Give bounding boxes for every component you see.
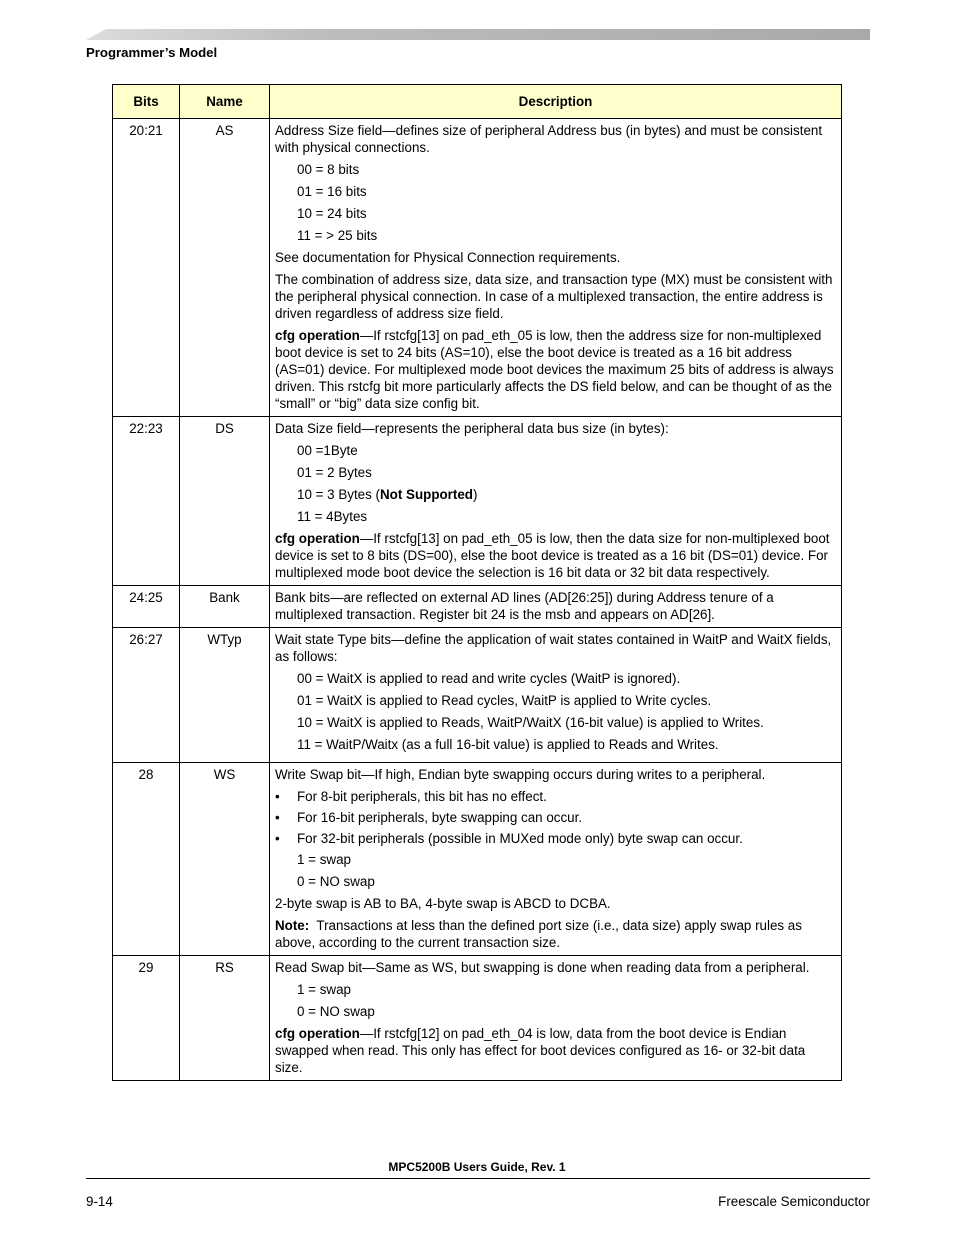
bullet-item bbox=[275, 830, 836, 847]
value-item: 0 = NO swap bbox=[297, 1004, 375, 1019]
bullet-item bbox=[275, 809, 836, 826]
bullet-text: For 32-bit peripherals (possible in MUXed mode only) byte swap can occur. bbox=[297, 831, 743, 846]
cfg-operation-text: —If rstcfg[13] on pad_eth_05 is low, then the address size for non-multiplexed boot device is set to 24 bits (AS=10), else the boot device is treated as a 16 bit address (AS=01) device. For multiplexed mode boot devices the maximum 25 bits of address is always driven. This rstcfg bit more particularly affects the DS field below, and can be thought of as the “small” or “big” data size config bit. bbox=[275, 328, 834, 411]
cfg-operation-text: —If rstcfg[13] on pad_eth_05 is low, then the data size for non-multiplexed boot device is set to 8 bits (DS=00), else the boot device is treated as a 16 bit (DS=01) device. For multiplexed mode boot device the selection is 16 bit data or 32 bit data respectively. bbox=[275, 531, 830, 580]
bullet-item bbox=[275, 788, 836, 805]
cfg-operation-label: cfg operation bbox=[275, 328, 360, 343]
bullet-text: For 16-bit peripherals, byte swapping can occur. bbox=[297, 810, 583, 825]
column-header-bits: Bits bbox=[113, 85, 180, 119]
page-number: 9-14 bbox=[86, 1194, 113, 1209]
name-cell: Bank bbox=[180, 586, 270, 628]
field-intro: Address Size field—defines size of peripheral Address bus (in bytes) and must be consistent with physical connections. bbox=[275, 123, 823, 155]
value-item: 0 = NO swap bbox=[297, 874, 375, 889]
value-text: ) bbox=[472, 487, 478, 502]
value-item: 1 = swap bbox=[297, 852, 351, 867]
description-cell bbox=[270, 763, 842, 956]
cfg-operation-paragraph bbox=[275, 327, 836, 412]
field-intro: Bank bits—are reflected on external AD lines (AD[26:25]) during Address tenure of a multiplexed transaction. Register bit 24 is the msb and appears on AD[26]. bbox=[275, 590, 774, 622]
value-item: 10 = WaitX is applied to Reads, WaitP/WaitX (16-bit value) is applied to Writes. bbox=[297, 715, 764, 730]
value-item: 10 = 24 bits bbox=[297, 206, 367, 221]
bits-cell: 26:27 bbox=[113, 628, 180, 763]
swap-note: 2-byte swap is AB to BA, 4-byte swap is ABCD to DCBA. bbox=[275, 896, 611, 911]
name-cell: RS bbox=[180, 956, 270, 1081]
value-item: 00 =1Byte bbox=[297, 443, 358, 458]
field-intro: Data Size field—represents the peripheral data bus size (in bytes): bbox=[275, 421, 669, 436]
name-cell: DS bbox=[180, 417, 270, 586]
value-item: 1 = swap bbox=[297, 982, 351, 997]
cfg-operation-label: cfg operation bbox=[275, 1026, 360, 1041]
company-name: Freescale Semiconductor bbox=[718, 1194, 870, 1209]
note-label: Note: bbox=[275, 918, 310, 933]
header-bar bbox=[86, 29, 870, 40]
name-cell: AS bbox=[180, 119, 270, 417]
value-item: 01 = 16 bits bbox=[297, 184, 367, 199]
value-item bbox=[297, 486, 836, 503]
cfg-operation-label: cfg operation bbox=[275, 531, 360, 546]
register-field-table bbox=[112, 84, 842, 1081]
table-row bbox=[113, 586, 842, 628]
description-cell bbox=[270, 586, 842, 628]
table-row bbox=[113, 763, 842, 956]
not-supported-label: Not Supported bbox=[380, 487, 473, 502]
document-title: MPC5200B Users Guide, Rev. 1 bbox=[388, 1160, 566, 1174]
column-header-description: Description bbox=[270, 85, 842, 119]
value-item: 11 = 4Bytes bbox=[297, 509, 368, 524]
column-header-name: Name bbox=[180, 85, 270, 119]
description-cell bbox=[270, 417, 842, 586]
value-text: 10 = 3 Bytes ( bbox=[297, 487, 380, 502]
bullet-icon: • bbox=[275, 831, 280, 846]
value-item: 11 = > 25 bits bbox=[297, 228, 378, 243]
table-row bbox=[113, 119, 842, 417]
bits-cell: 24:25 bbox=[113, 586, 180, 628]
bits-cell: 20:21 bbox=[113, 119, 180, 417]
value-item: 00 = 8 bits bbox=[297, 162, 360, 177]
bits-cell: 28 bbox=[113, 763, 180, 956]
table-row bbox=[113, 417, 842, 586]
table-row bbox=[113, 628, 842, 763]
value-item: 01 = 2 Bytes bbox=[297, 465, 372, 480]
description-cell bbox=[270, 956, 842, 1081]
field-note: The combination of address size, data size, and transaction type (MX) must be consistent with the peripheral physical connection. In case of a multiplexed transaction, the entire address is driven regardless of address size field. bbox=[275, 272, 833, 321]
field-note: See documentation for Physical Connection requirements. bbox=[275, 250, 621, 265]
description-cell bbox=[270, 628, 842, 763]
bits-cell: 29 bbox=[113, 956, 180, 1081]
bullet-icon: • bbox=[275, 810, 280, 825]
section-title: Programmer’s Model bbox=[86, 45, 218, 60]
value-item: 11 = WaitP/Waitx (as a full 16-bit value) is applied to Reads and Writes. bbox=[297, 737, 719, 752]
value-item: 01 = WaitX is applied to Read cycles, WaitP is applied to Write cycles. bbox=[297, 693, 712, 708]
cfg-operation-paragraph bbox=[275, 530, 836, 581]
bullet-text: For 8-bit peripherals, this bit has no effect. bbox=[297, 789, 547, 804]
bullet-icon: • bbox=[275, 789, 280, 804]
cfg-operation-paragraph bbox=[275, 1025, 836, 1076]
field-intro: Read Swap bit—Same as WS, but swapping is done when reading data from a peripheral. bbox=[275, 960, 810, 975]
value-item: 00 = WaitX is applied to read and write cycles (WaitP is ignored). bbox=[297, 671, 681, 686]
note-paragraph bbox=[275, 917, 836, 951]
field-intro: Write Swap bit—If high, Endian byte swapping occurs during writes to a peripheral. bbox=[275, 767, 766, 782]
name-cell: WS bbox=[180, 763, 270, 956]
note-text: Transactions at less than the defined port size (i.e., data size) apply swap rules as above, according to the current transaction size. bbox=[275, 918, 806, 950]
table-row bbox=[113, 956, 842, 1081]
table-header-row bbox=[113, 85, 842, 119]
footer-divider bbox=[86, 1178, 870, 1179]
cfg-operation-text: —If rstcfg[12] on pad_eth_04 is low, data from the boot device is Endian swapped when read. This only has effect for boot devices configured as 16- or 32-bit data size. bbox=[275, 1026, 806, 1075]
description-cell bbox=[270, 119, 842, 417]
field-intro: Wait state Type bits—define the application of wait states contained in WaitP and WaitX fields, as follows: bbox=[275, 632, 832, 664]
bits-cell: 22:23 bbox=[113, 417, 180, 586]
name-cell: WTyp bbox=[180, 628, 270, 763]
